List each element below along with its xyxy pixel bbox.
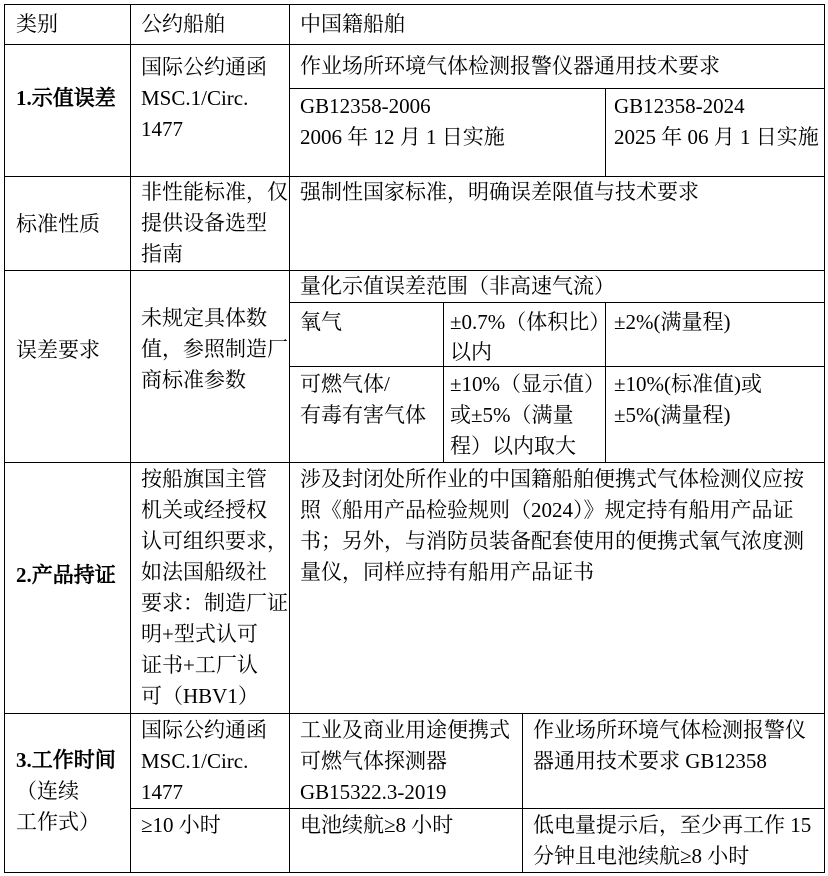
gb15322-value: 电池续航≥8 小时 <box>300 812 454 837</box>
oxygen-new-limit-line: ±2%(满量程) <box>614 309 731 334</box>
certification-convention-line: 明+型式认可 <box>141 621 258 646</box>
gb12358-value-line: 分钟且电池续航≥8 小时 <box>533 843 750 868</box>
certification-chinese-cell <box>289 462 825 714</box>
header-category-cell <box>4 4 131 45</box>
working-time-convention-value-cell <box>130 808 290 873</box>
error-convention-line: 商标准参数 <box>141 367 246 392</box>
working-time-label: 3.工作时间 <box>16 747 116 772</box>
certification-chinese-line: 量仪，同样应持有船用产品证书 <box>300 559 594 584</box>
accuracy-convention-cell <box>130 44 290 177</box>
header-chinese-ships: 中国籍船舶 <box>300 11 405 36</box>
certification-convention-line: 认可组织要求， <box>141 528 288 553</box>
nature-chinese-text: 强制性国家标准，明确误差限值与技术要求 <box>300 180 699 204</box>
working-time-label-note: 工作式） <box>16 809 100 834</box>
certification-convention-line: 如法国船级社 <box>141 559 267 584</box>
error-convention-line: 值，参照制造厂 <box>141 336 288 361</box>
accuracy-label-cell <box>4 44 131 177</box>
certification-convention-line: 要求：制造厂证 <box>141 590 288 615</box>
gb12358-title-line: 作业场所环境气体检测报警仪 <box>533 717 806 742</box>
gb15322-title-line: GB15322.3-2019 <box>300 779 447 804</box>
certification-chinese-line: 书；另外，与消防员装备配套使用的便携式氧气浓度测 <box>300 528 804 553</box>
error-combustible-old-cell <box>443 366 606 463</box>
working-time-convention-value: ≥10 小时 <box>141 812 221 837</box>
certification-chinese-line: 涉及封闭处所作业的中国籍船舶便携式气体检测仪应按 <box>300 466 804 491</box>
certification-convention-line: 按船旗国主管 <box>141 466 267 491</box>
oxygen-old-limit-line: ±0.7%（体积比） <box>450 310 611 334</box>
error-combustible-new-cell <box>605 366 825 463</box>
accuracy-standard-title: 作业场所环境气体检测报警仪器通用技术要求 <box>300 53 720 78</box>
error-range-title-cell <box>289 270 825 303</box>
combustible-old-limit-line: 程）以内取大 <box>450 433 576 458</box>
certification-label-cell <box>4 462 131 714</box>
error-label: 误差要求 <box>16 337 100 362</box>
combustible-gas-name-line: 有毒有害气体 <box>300 402 426 427</box>
new-standard-code: GB12358-2024 <box>614 93 745 118</box>
old-standard-effective-date: 2006 年 12 月 1 日实施 <box>300 124 505 149</box>
certification-label: 2.产品持证 <box>16 562 116 587</box>
working-time-gb12358-cell <box>522 713 825 809</box>
certification-convention-cell <box>130 462 290 714</box>
error-combustible-gas-cell <box>289 366 444 463</box>
error-convention-line: 未规定具体数 <box>141 305 267 330</box>
certification-chinese-line: 照《船用产品检验规则（2024）》规定持有船用产品证 <box>300 497 794 522</box>
accuracy-old-standard-cell <box>289 88 606 177</box>
working-time-gb15322-cell <box>289 713 523 809</box>
error-convention-cell <box>130 270 290 463</box>
working-time-convention-cell <box>130 713 290 809</box>
gb12358-title-line: 器通用技术要求 GB12358 <box>533 748 767 773</box>
header-convention-cell <box>130 4 290 45</box>
oxygen-old-limit-line: 以内 <box>450 340 492 364</box>
working-time-convention-line: MSC.1/Circ. <box>141 748 249 773</box>
nature-label-cell <box>4 176 131 271</box>
certification-convention-line: 可（HBV1） <box>141 683 259 708</box>
accuracy-convention-line: 1477 <box>141 116 183 141</box>
error-oxygen-new-cell <box>605 302 825 367</box>
working-time-gb12358-value-cell <box>522 808 825 873</box>
combustible-old-limit-line: 或±5%（满量 <box>450 402 574 427</box>
working-time-label-cell <box>4 713 131 873</box>
nature-chinese-cell <box>289 176 825 271</box>
accuracy-standard-title-cell <box>289 44 825 89</box>
accuracy-convention-line: MSC.1/Circ. <box>141 85 249 110</box>
gb15322-title-line: 可燃气体探测器 <box>300 748 447 773</box>
working-time-convention-line: 1477 <box>141 779 183 804</box>
accuracy-new-standard-cell <box>605 88 825 177</box>
certification-convention-line: 证书+工厂认 <box>141 652 258 677</box>
combustible-gas-name-line: 可燃气体/ <box>300 371 390 396</box>
working-time-gb15322-value-cell <box>289 808 523 873</box>
combustible-old-limit-line: ±10%（显示值） <box>450 371 606 396</box>
new-standard-effective-date: 2025 年 06 月 1 日实施 <box>614 124 819 149</box>
old-standard-code: GB12358-2006 <box>300 93 431 118</box>
nature-convention-line: 指南 <box>141 242 183 266</box>
working-time-label-note: （连续 <box>16 778 79 803</box>
accuracy-convention-line: 国际公约通函 <box>141 54 267 79</box>
gb12358-value-line: 低电量提示后，至少再工作 15 <box>533 812 812 837</box>
oxygen-gas-name: 氧气 <box>300 309 342 334</box>
combustible-new-limit-line: ±5%(满量程) <box>614 402 731 427</box>
certification-convention-line: 机关或经授权 <box>141 497 267 522</box>
working-time-convention-line: 国际公约通函 <box>141 717 267 742</box>
header-chinese-cell <box>289 4 825 45</box>
combustible-new-limit-line: ±10%(标准值)或 <box>614 371 763 396</box>
nature-convention-line: 非性能标准，仅 <box>141 180 288 204</box>
header-convention-ships: 公约船舶 <box>141 11 225 36</box>
nature-label: 标准性质 <box>16 211 100 236</box>
error-oxygen-gas-cell <box>289 302 444 367</box>
nature-convention-cell <box>130 176 290 271</box>
error-range-title: 量化示值误差范围（非高速气流） <box>300 274 615 298</box>
error-oxygen-old-cell <box>443 302 611 367</box>
header-category: 类别 <box>16 11 58 36</box>
accuracy-label: 1.示值误差 <box>16 85 116 110</box>
nature-convention-line: 提供设备选型 <box>141 211 267 235</box>
gb15322-title-line: 工业及商业用途便携式 <box>300 717 510 742</box>
error-label-cell <box>4 270 131 463</box>
